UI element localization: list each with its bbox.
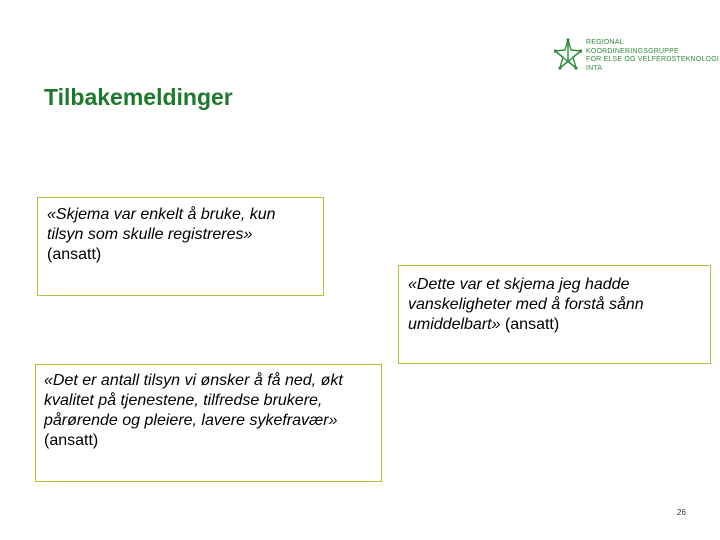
page-number: 26 <box>677 508 686 517</box>
star-network-icon <box>554 38 582 76</box>
quote-text: «Dette var et skjema jeg hadde vanskeligheter med å forstå sånn umiddelbart» <box>408 276 644 333</box>
logo-line-1: REGIONAL <box>586 39 624 46</box>
slide-title: Tilbakemeldinger <box>44 84 233 110</box>
quote-source: (ansatt) <box>47 246 102 263</box>
logo-line-4: INTA <box>586 64 603 72</box>
logo-text <box>586 39 719 73</box>
quote-source: (ansatt) <box>44 432 99 449</box>
logo-line-2: KOORDINERINGSGRUPPE <box>586 47 679 55</box>
quote-box-2 <box>398 265 711 364</box>
quote-box-1 <box>37 197 324 296</box>
quote-box-3 <box>35 364 382 482</box>
quote-source: (ansatt) <box>504 316 560 333</box>
logo-line-3: FOR ELSE OG VELFERDSTEKNOLOGI <box>586 56 719 63</box>
quote-text: «Skjema var enkelt å bruke, kun tilsyn som skulle registreres» <box>47 206 276 243</box>
quote-text: «Det er antall tilsyn vi ønsker å få ned, økt kvalitet på tjenestene, tilfredse brukere, pårørende og pleiere, lavere sykefravær» <box>44 372 343 429</box>
organization-logo <box>554 38 719 76</box>
